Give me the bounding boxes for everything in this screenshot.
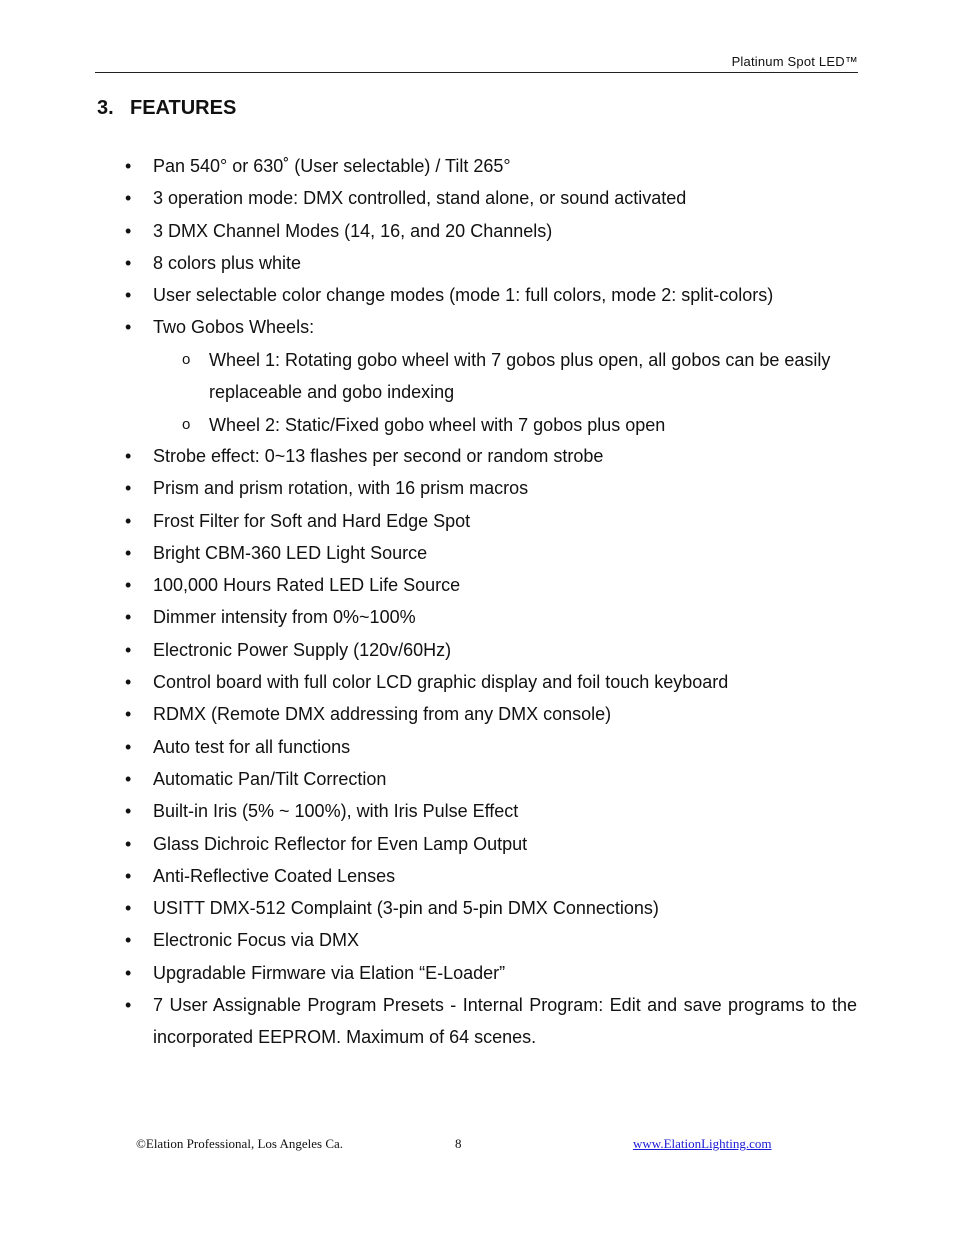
header-title: Platinum Spot LED™ (731, 54, 858, 69)
bullet-icon: • (125, 768, 132, 789)
bullet-icon: • (125, 575, 132, 596)
bullet-icon: • (125, 446, 132, 466)
list-item (125, 763, 857, 795)
bullet-icon: • (125, 542, 132, 563)
list-item-text: 3 operation mode: DMX controlled, stand alone, or sound activated (153, 188, 687, 209)
bullet-icon: • (125, 607, 132, 628)
list-item (125, 440, 857, 472)
list-item (125, 634, 857, 666)
list-item (125, 795, 857, 827)
list-item-text: Electronic Focus via DMX (153, 930, 360, 951)
list-item-text: 7 User Assignable Program Presets - Internal Program: Edit and save programs to the incorporated EEPROM. Maximum of 64 scenes. (153, 995, 857, 1048)
list-item-text: 8 colors plus white (153, 252, 302, 273)
sub-list-item (125, 409, 857, 441)
bullet-icon: • (125, 188, 132, 209)
bullet-icon: • (125, 285, 132, 306)
bullet-icon: • (125, 672, 132, 693)
list-item-text: 100,000 Hours Rated LED Life Source (153, 575, 461, 596)
sub-bullet-icon: o (182, 351, 191, 368)
list-item (125, 182, 857, 214)
bullet-icon: • (125, 704, 132, 725)
list-item (125, 892, 857, 924)
page-footer (0, 1136, 954, 1156)
bullet-icon: • (125, 220, 132, 241)
bullet-icon: • (125, 736, 132, 757)
list-item (125, 860, 857, 892)
list-item-text: Prism and prism rotation, with 16 prism macros (153, 478, 529, 499)
list-item-text: Dimmer intensity from 0%~100% (153, 607, 416, 628)
website-link[interactable]: www.ElationLighting.com (633, 1136, 772, 1151)
list-item (125, 537, 857, 569)
list-item (125, 150, 857, 182)
bullet-icon: • (125, 995, 132, 1016)
sub-list-item-text: Wheel 2: Static/Fixed gobo wheel with 7 gobos plus open (209, 414, 666, 435)
page-number: 8 (455, 1136, 462, 1151)
list-item (125, 472, 857, 504)
section-heading (97, 97, 236, 120)
list-item-text: Upgradable Firmware via Elation “E-Loader” (153, 962, 506, 983)
footer-copyright: ©Elation Professional, Los Angeles Ca. (136, 1136, 344, 1151)
section-title: FEATURES (130, 97, 237, 119)
bullet-icon: • (125, 801, 132, 822)
list-item (125, 828, 857, 860)
list-item-text: Control board with full color LCD graphic display and foil touch keyboard (153, 672, 729, 693)
list-item-text: Frost Filter for Soft and Hard Edge Spot (153, 510, 471, 531)
list-item (125, 666, 857, 698)
list-item-text: Built-in Iris (5% ~ 100%), with Iris Pulse Effect (153, 801, 519, 822)
bullet-icon: • (125, 478, 132, 499)
sub-list-item (125, 344, 857, 409)
bullet-icon: • (125, 833, 132, 854)
list-item (125, 311, 857, 343)
bullet-icon: • (125, 252, 132, 273)
list-item-text: Bright CBM-360 LED Light Source (153, 542, 428, 563)
page-header (95, 52, 858, 73)
features-list-continued (125, 440, 857, 1054)
bullet-icon: • (125, 962, 132, 983)
list-item (125, 989, 857, 1054)
list-item-text: Electronic Power Supply (120v/60Hz) (153, 639, 452, 660)
bullet-icon: • (125, 898, 132, 919)
bullet-icon: • (125, 639, 132, 660)
list-item (125, 957, 857, 989)
list-item-text: Anti-Reflective Coated Lenses (153, 865, 396, 886)
list-item (125, 601, 857, 633)
list-item (125, 924, 857, 956)
list-item-text: RDMX (Remote DMX addressing from any DMX console) (153, 704, 612, 725)
features-list (125, 150, 857, 344)
list-item-text: Pan 540° or 630˚ (User selectable) / Tilt 265° (153, 156, 511, 176)
list-item-text: USITT DMX-512 Complaint (3-pin and 5-pin DMX Connections) (153, 898, 659, 919)
bullet-icon: • (125, 865, 132, 886)
list-item (125, 247, 857, 279)
list-item-text: Glass Dichroic Reflector for Even Lamp Output (153, 833, 528, 854)
bullet-icon: • (125, 156, 132, 176)
list-item-text: User selectable color change modes (mode 1: full colors, mode 2: split-colors) (153, 285, 774, 306)
list-item (125, 569, 857, 601)
gobo-wheels-sublist (125, 344, 857, 441)
list-item-text: Two Gobos Wheels: (153, 317, 315, 338)
list-item-text: Auto test for all functions (153, 736, 351, 757)
list-item (125, 279, 857, 311)
bullet-icon: • (125, 317, 132, 338)
list-item (125, 731, 857, 763)
list-item (125, 698, 857, 730)
sub-list-item-text: Wheel 1: Rotating gobo wheel with 7 gobos plus open, all gobos can be easily replaceable and gobo indexing (209, 350, 831, 403)
list-item-text: 3 DMX Channel Modes (14, 16, and 20 Channels) (153, 220, 553, 241)
list-item (125, 505, 857, 537)
bullet-icon: • (125, 510, 132, 531)
section-number: 3. (97, 97, 114, 119)
list-item (125, 215, 857, 247)
list-item-text: Strobe effect: 0~13 flashes per second or random strobe (153, 446, 604, 466)
list-item-text: Automatic Pan/Tilt Correction (153, 768, 387, 789)
sub-bullet-icon: o (182, 415, 191, 433)
bullet-icon: • (125, 930, 132, 951)
